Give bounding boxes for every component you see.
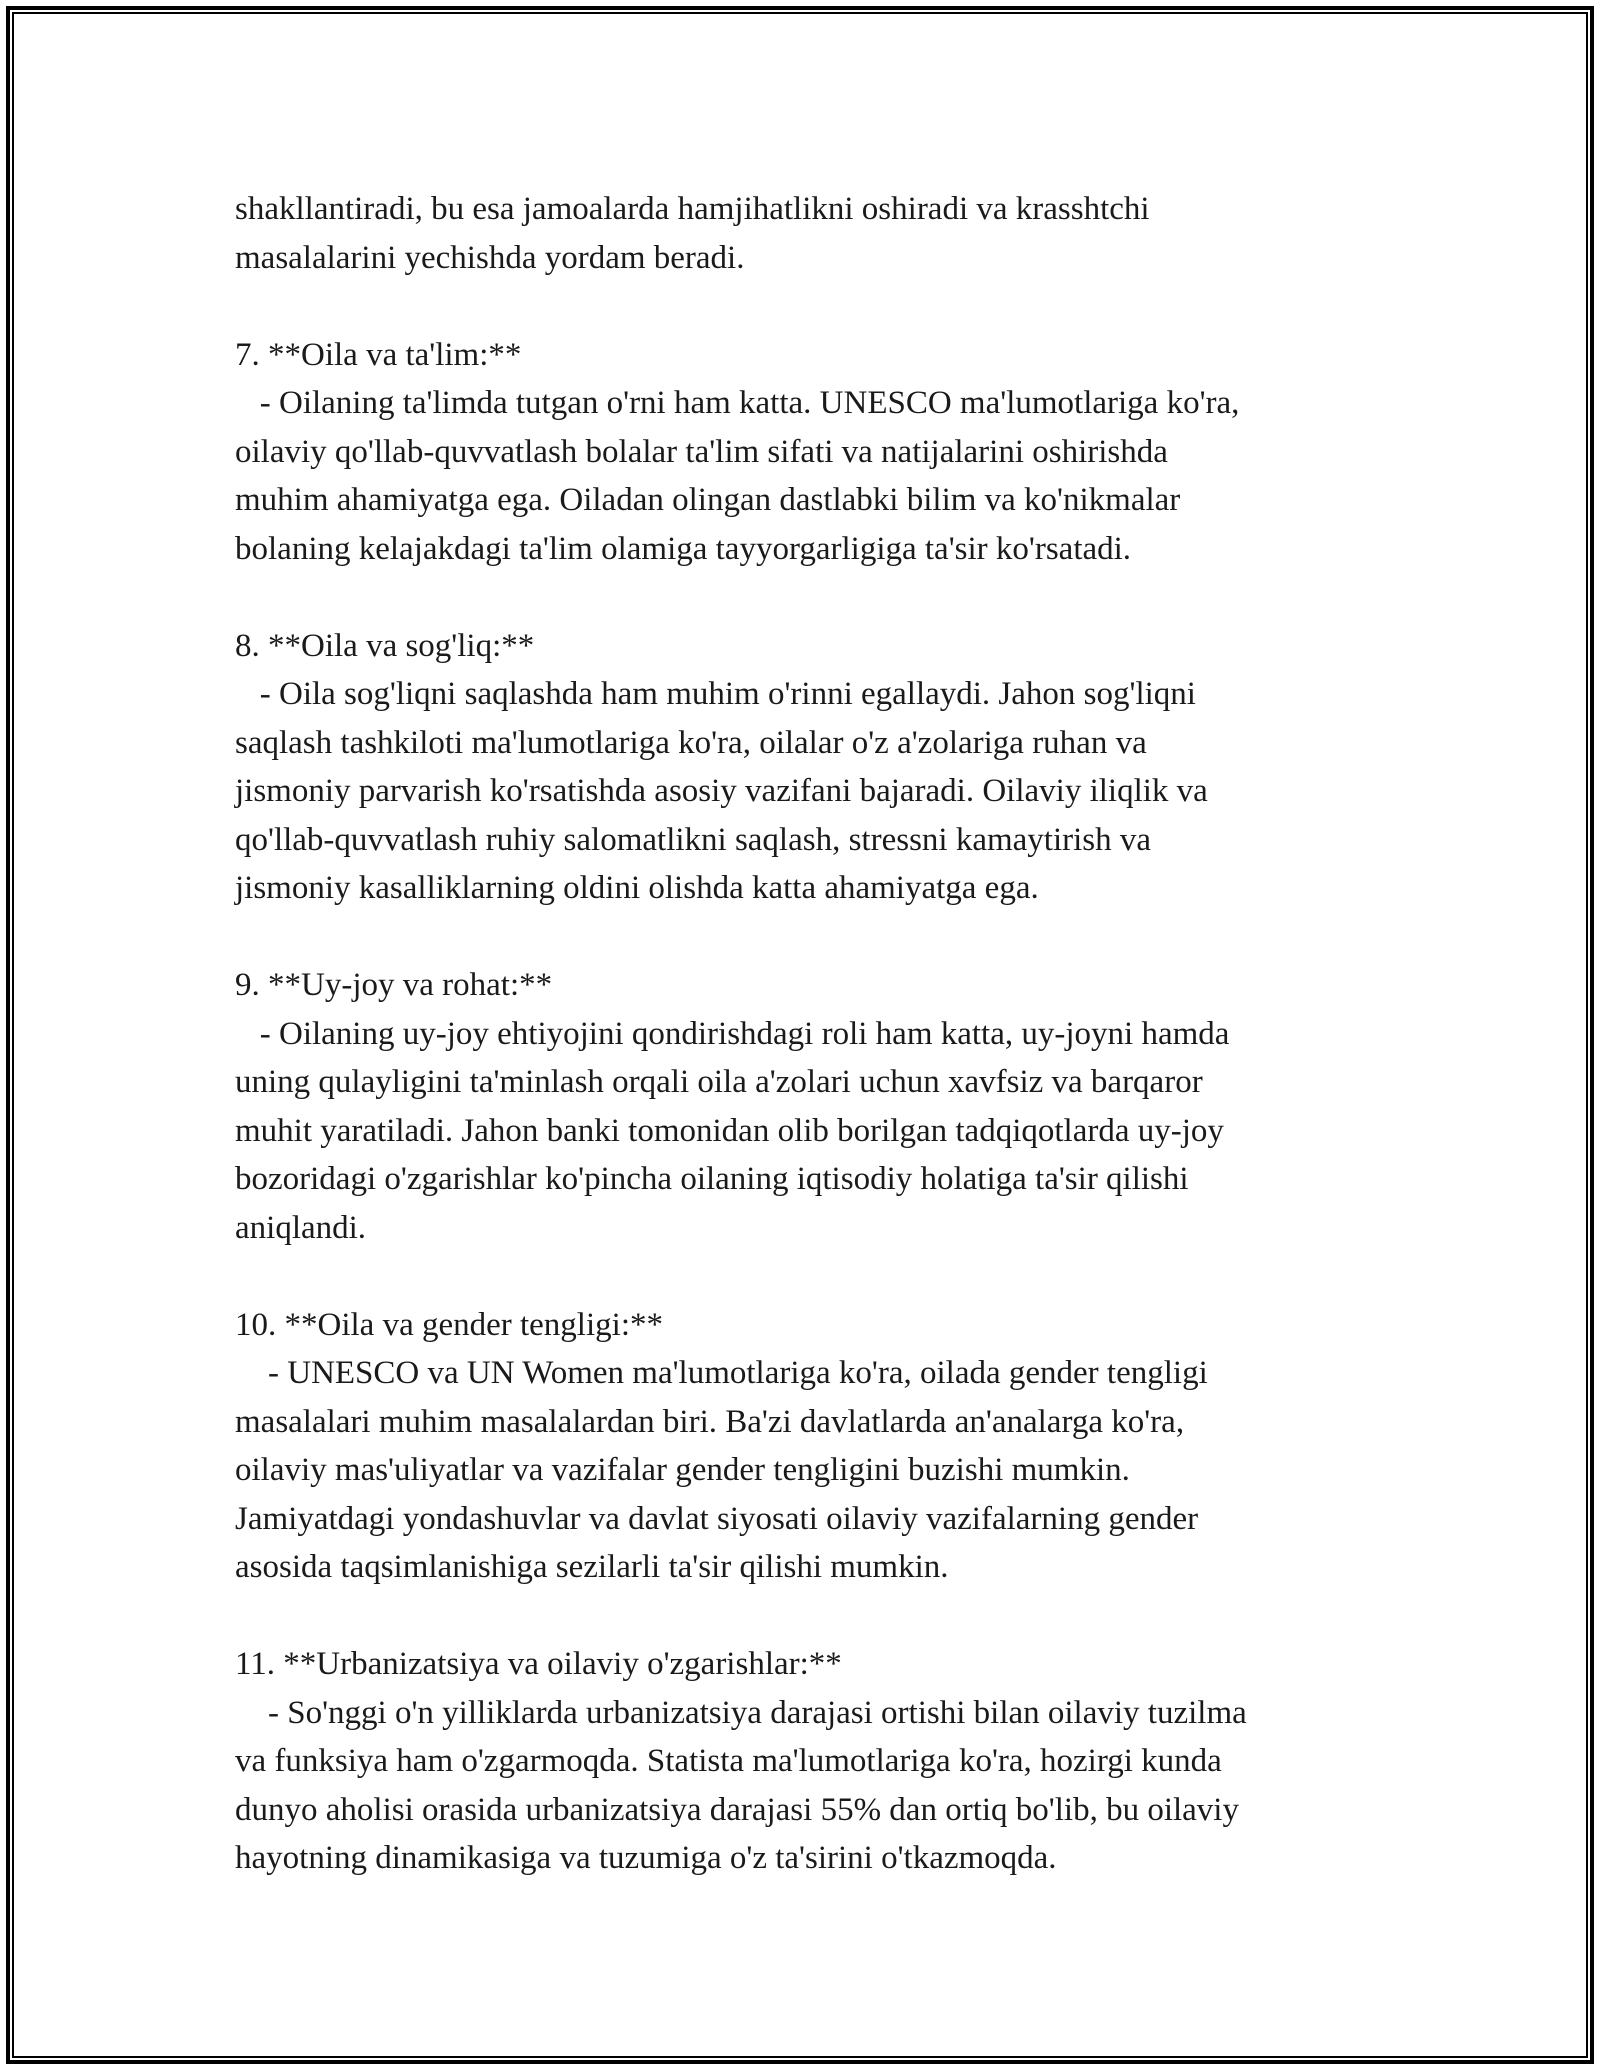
section-7 bbox=[235, 331, 1395, 574]
section-line: masalalari muhim masalalardan biri. Ba'zi davlatlarda an'analarga ko'ra, bbox=[235, 1403, 1185, 1440]
section-11 bbox=[235, 1640, 1395, 1883]
section-9 bbox=[235, 961, 1395, 1252]
section-line: - So'nggi o'n yilliklarda urbanizatsiya darajasi ortishi bilan oilaviy tuzilma bbox=[235, 1694, 1247, 1731]
section-line: - Oila sog'liqni saqlashda ham muhim o'rinni egallaydi. Jahon sog'liqni bbox=[235, 676, 1196, 712]
intro-paragraph bbox=[235, 185, 1395, 282]
paragraph-gap bbox=[235, 282, 1395, 331]
section-heading: 9. **Uy-joy va rohat:** bbox=[235, 967, 553, 1003]
section-line: bozoridagi o'zgarishlar ko'pincha oilaning iqtisodiy holatiga ta'sir qilishi bbox=[235, 1161, 1189, 1197]
paragraph-gap bbox=[235, 913, 1395, 962]
section-line: uning qulayligini ta'minlash orqali oila a'zolari uchun xavfsiz va barqaror bbox=[235, 1064, 1203, 1100]
paragraph-gap bbox=[235, 573, 1395, 622]
section-line: oilaviy mas'uliyatlar va vazifalar gender tengligini buzishi mumkin. bbox=[235, 1452, 1130, 1488]
intro-line: shakllantiradi, bu esa jamoalarda hamjihatlikni oshiradi va krasshtchi bbox=[235, 191, 1150, 227]
section-8 bbox=[235, 622, 1395, 913]
section-line: asosida taqsimlanishiga sezilarli ta'sir qilishi mumkin. bbox=[235, 1549, 949, 1585]
section-line: dunyo aholisi orasida urbanizatsiya darajasi 55% dan ortiq bo'lib, bu oilaviy bbox=[235, 1791, 1239, 1828]
section-heading: 7. **Oila va ta'lim:** bbox=[235, 336, 522, 373]
paragraph-gap bbox=[235, 1252, 1395, 1301]
section-line: hayotning dinamikasiga va tuzumiga o'z ta'sirini o'tkazmoqda. bbox=[235, 1840, 1057, 1876]
section-10 bbox=[235, 1301, 1395, 1592]
section-line: Jamiyatdagi yondashuvlar va davlat siyosati oilaviy vazifalarning gender bbox=[235, 1500, 1199, 1537]
section-line: - Oilaning ta'limda tutgan o'rni ham katta. UNESCO ma'lumotlariga ko'ra, bbox=[235, 385, 1240, 421]
section-line: bolaning kelajakdagi ta'lim olamiga tayyorgarligiga ta'sir ko'rsatadi. bbox=[235, 530, 1132, 567]
section-line: oilaviy qo'llab-quvvatlash bolalar ta'lim sifati va natijalarini oshirishda bbox=[235, 433, 1168, 470]
section-line: - Oilaning uy-joy ehtiyojini qondirishdagi roli ham katta, uy-joyni hamda bbox=[235, 1015, 1230, 1052]
document-body bbox=[235, 185, 1395, 1883]
section-line: jismoniy kasalliklarning oldini olishda katta ahamiyatga ega. bbox=[235, 870, 1039, 906]
section-heading: 10. **Oila va gender tengligi:** bbox=[235, 1306, 663, 1343]
section-line: muhim ahamiyatga ega. Oiladan olingan dastlabki bilim va ko'nikmalar bbox=[235, 482, 1181, 518]
section-heading: 8. **Oila va sog'liq:** bbox=[235, 627, 535, 664]
section-line: saqlash tashkiloti ma'lumotlariga ko'ra, oilalar o'z a'zolariga ruhan va bbox=[235, 724, 1147, 761]
section-line: - UNESCO va UN Women ma'lumotlariga ko'ra, oilada gender tengligi bbox=[235, 1355, 1208, 1391]
section-line: jismoniy parvarish ko'rsatishda asosiy vazifani bajaradi. Oilaviy iliqlik va bbox=[235, 773, 1208, 809]
section-line: va funksiya ham o'zgarmoqda. Statista ma'lumotlariga ko'ra, hozirgi kunda bbox=[235, 1743, 1222, 1779]
intro-line: masalalarini yechishda yordam beradi. bbox=[235, 239, 745, 276]
section-line: qo'llab-quvvatlash ruhiy salomatlikni saqlash, stressni kamaytirish va bbox=[235, 821, 1152, 858]
paragraph-gap bbox=[235, 1592, 1395, 1641]
section-line: aniqlandi. bbox=[235, 1209, 367, 1246]
section-line: muhit yaratiladi. Jahon banki tomonidan olib borilgan tadqiqotlarda uy-joy bbox=[235, 1112, 1224, 1149]
section-heading: 11. **Urbanizatsiya va oilaviy o'zgarishlar:** bbox=[235, 1646, 842, 1682]
